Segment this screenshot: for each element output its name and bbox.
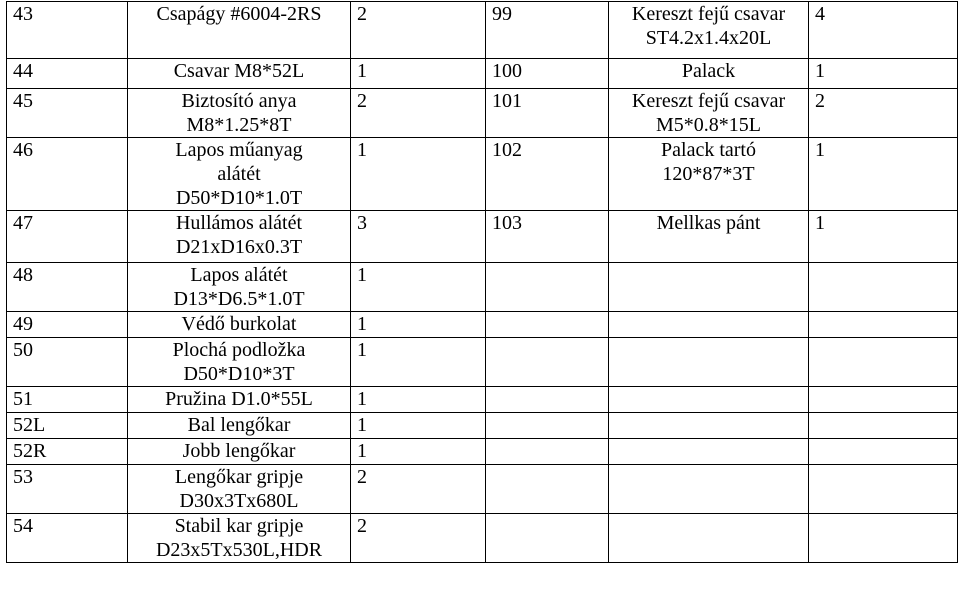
- empty-number-cell: [486, 413, 609, 439]
- part-name: [128, 59, 351, 89]
- part-number: 53: [7, 465, 128, 514]
- table-row: [7, 514, 958, 563]
- part-quantity: 2: [351, 2, 486, 59]
- part-name-line: Stabil kar gripje: [174, 515, 304, 537]
- empty-name-cell: [609, 514, 809, 563]
- part-name-line: Bal lengőkar: [187, 414, 291, 436]
- part-name-line: 120*87*3T: [662, 163, 755, 185]
- part-name: [128, 2, 351, 59]
- part-number: 52L: [7, 413, 128, 439]
- part-number: 51: [7, 387, 128, 413]
- part-number: 103: [486, 211, 609, 263]
- part-quantity: 1: [351, 439, 486, 465]
- part-name: [128, 439, 351, 465]
- part-name-line: Csapágy #6004-2RS: [156, 3, 322, 25]
- part-name: [128, 312, 351, 338]
- part-quantity: 2: [351, 465, 486, 514]
- table-row: [7, 89, 958, 138]
- empty-quantity-cell: [809, 465, 958, 514]
- part-name-line: D23x5Tx530L,HDR: [155, 539, 323, 561]
- part-name-line: Lapos műanyag: [175, 139, 303, 161]
- part-number: 49: [7, 312, 128, 338]
- empty-name-cell: [609, 263, 809, 312]
- table-row: [7, 138, 958, 211]
- empty-quantity-cell: [809, 338, 958, 387]
- part-name-line: Pružina D1.0*55L: [165, 388, 313, 410]
- parts-table-body: [7, 2, 958, 563]
- part-quantity: 2: [351, 514, 486, 563]
- empty-number-cell: [486, 465, 609, 514]
- part-quantity: 1: [809, 211, 958, 263]
- part-name: [128, 338, 351, 387]
- part-number: 52R: [7, 439, 128, 465]
- part-name-line: Lapos alátét: [190, 264, 288, 286]
- part-quantity: 1: [351, 138, 486, 211]
- part-number: 54: [7, 514, 128, 563]
- empty-name-cell: [609, 439, 809, 465]
- empty-name-cell: [609, 338, 809, 387]
- empty-quantity-cell: [809, 439, 958, 465]
- part-quantity: 1: [351, 413, 486, 439]
- part-name-line: D21xD16x0.3T: [175, 236, 303, 258]
- table-row: [7, 413, 958, 439]
- part-quantity: 2: [351, 89, 486, 138]
- part-name: [128, 138, 351, 211]
- part-name-line: Védő burkolat: [181, 313, 297, 335]
- part-quantity: 1: [351, 59, 486, 89]
- empty-name-cell: [609, 465, 809, 514]
- empty-name-cell: [609, 413, 809, 439]
- empty-number-cell: [486, 312, 609, 338]
- part-name: [128, 89, 351, 138]
- part-name-line: Kereszt fejű csavar: [631, 3, 786, 25]
- empty-quantity-cell: [809, 387, 958, 413]
- empty-quantity-cell: [809, 312, 958, 338]
- empty-quantity-cell: [809, 413, 958, 439]
- table-row: [7, 2, 958, 59]
- part-name: [128, 465, 351, 514]
- part-number: 44: [7, 59, 128, 89]
- part-name-line: D50*D10*3T: [183, 363, 295, 385]
- part-name-line: Hullámos alátét: [175, 212, 303, 234]
- part-name: [128, 263, 351, 312]
- part-number: 100: [486, 59, 609, 89]
- part-name: [609, 89, 809, 138]
- table-row: [7, 465, 958, 514]
- empty-number-cell: [486, 387, 609, 413]
- part-name-line: Lengőkar gripje: [174, 466, 304, 488]
- part-name-line: D50*D10*1.0T: [175, 187, 303, 209]
- part-name-line: Palack tartó: [661, 139, 756, 161]
- table-row: [7, 211, 958, 263]
- part-name-line: M8*1.25*8T: [186, 114, 292, 136]
- empty-quantity-cell: [809, 514, 958, 563]
- part-number: 99: [486, 2, 609, 59]
- table-row: [7, 59, 958, 89]
- part-number: 48: [7, 263, 128, 312]
- part-number: 43: [7, 2, 128, 59]
- part-name-line: D13*D6.5*1.0T: [173, 288, 305, 310]
- part-name-line: D30x3Tx680L: [179, 490, 299, 512]
- part-quantity: 1: [809, 138, 958, 211]
- part-quantity: 1: [351, 312, 486, 338]
- part-name-line: Jobb lengőkar: [182, 440, 296, 462]
- table-row: [7, 439, 958, 465]
- table-row: [7, 312, 958, 338]
- part-number: 102: [486, 138, 609, 211]
- table-row: [7, 263, 958, 312]
- part-name: [128, 387, 351, 413]
- part-name-line: Mellkas pánt: [656, 212, 761, 234]
- empty-quantity-cell: [809, 263, 958, 312]
- empty-name-cell: [609, 312, 809, 338]
- part-name-line: M5*0.8*15L: [656, 114, 761, 136]
- part-quantity: 2: [809, 89, 958, 138]
- part-name-line: ST4.2x1.4x20L: [645, 27, 772, 49]
- part-name: [128, 413, 351, 439]
- part-quantity: 1: [351, 338, 486, 387]
- empty-name-cell: [609, 387, 809, 413]
- empty-number-cell: [486, 263, 609, 312]
- part-number: 101: [486, 89, 609, 138]
- part-name-line: Biztosító anya: [181, 90, 297, 112]
- part-name-line: Csavar M8*52L: [173, 60, 305, 82]
- part-name-line: alátét: [217, 163, 261, 185]
- part-quantity: 4: [809, 2, 958, 59]
- parts-table: [6, 1, 958, 563]
- part-quantity: 1: [809, 59, 958, 89]
- part-name: [609, 2, 809, 59]
- part-name: [128, 211, 351, 263]
- empty-number-cell: [486, 338, 609, 387]
- part-number: 50: [7, 338, 128, 387]
- part-name: [609, 59, 809, 89]
- part-name-line: Kereszt fejű csavar: [631, 90, 786, 112]
- part-number: 47: [7, 211, 128, 263]
- part-quantity: 1: [351, 263, 486, 312]
- part-quantity: 3: [351, 211, 486, 263]
- table-row: [7, 338, 958, 387]
- part-name: [128, 514, 351, 563]
- empty-number-cell: [486, 439, 609, 465]
- part-number: 45: [7, 89, 128, 138]
- part-quantity: 1: [351, 387, 486, 413]
- part-name: [609, 138, 809, 211]
- part-name: [609, 211, 809, 263]
- table-row: [7, 387, 958, 413]
- part-name-line: Palack: [681, 60, 736, 82]
- part-number: 46: [7, 138, 128, 211]
- empty-number-cell: [486, 514, 609, 563]
- part-name-line: Plochá podložka: [172, 339, 306, 361]
